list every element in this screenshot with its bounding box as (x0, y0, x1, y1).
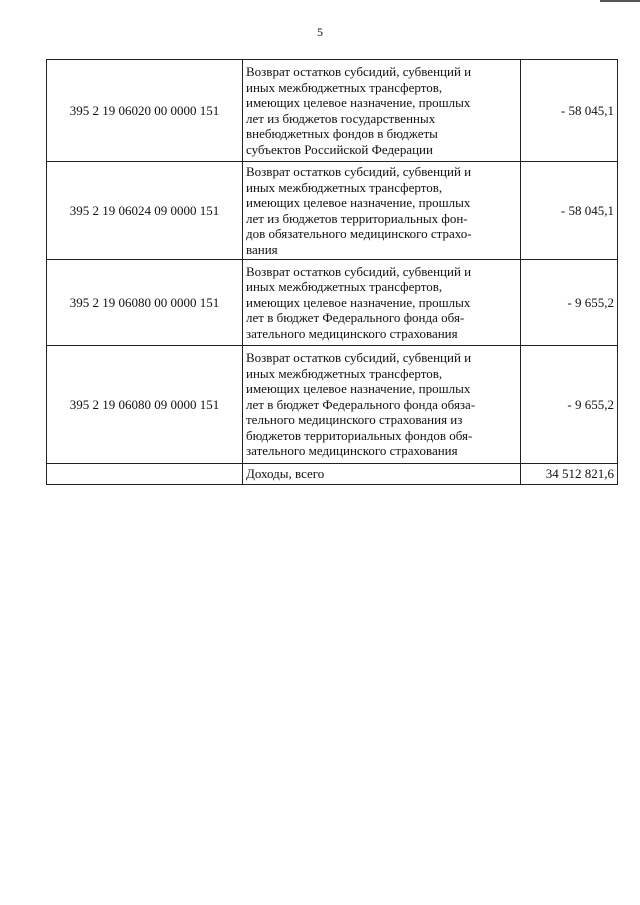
description-line: зательного медицинского страхования (246, 325, 458, 341)
description-line: имеющих целевое назначение, прошлых (246, 195, 471, 210)
description-line: имеющих целевое назначение, прошлых (246, 95, 471, 110)
description-line: иных межбюджетных трансфертов, (246, 279, 443, 295)
table-row (47, 60, 618, 162)
scan-corner-mark (600, 0, 640, 2)
description-line: Возврат остатков субсидий, субвенций и (246, 164, 472, 179)
description-line: иных межбюджетных трансфертов, (246, 179, 443, 195)
amount-cell: - 9 655,2 (521, 260, 618, 346)
description-line: Возврат остатков субсидий, субвенций и (246, 64, 472, 79)
table-row (47, 260, 618, 346)
description-line: зательного медицинского страхования (246, 443, 458, 459)
budget-code-cell: 395 2 19 06080 00 0000 151 (47, 260, 243, 346)
description-line: бюджетов территориальных фондов обя- (246, 427, 473, 443)
total-label: Доходы, всего (243, 464, 521, 485)
description-line: лет в бюджет Федерального фонда обя- (246, 310, 465, 326)
description-cell (243, 162, 521, 260)
description-cell (243, 346, 521, 464)
description-line: лет из бюджетов государственных (246, 110, 436, 126)
total-code-cell (47, 464, 243, 485)
description-line: имеющих целевое назначение, прошлых (246, 294, 471, 310)
description-line: внебюджетных фондов в бюджеты (246, 126, 438, 141)
description-cell (243, 260, 521, 346)
description-line: лет в бюджет Федерального фонда обяза- (246, 396, 476, 412)
table-row (47, 162, 618, 260)
budget-code-cell: 395 2 19 06024 09 0000 151 (47, 162, 243, 260)
description-line: иных межбюджетных трансфертов, (246, 365, 443, 381)
total-row (47, 464, 618, 485)
description-line: субъектов Российской Федерации (246, 141, 433, 157)
description-line: тельного медицинского страхования из (246, 412, 463, 428)
description-line: иных межбюджетных трансфертов, (246, 79, 443, 95)
description-line: дов обязательного медицинского страхо- (246, 226, 472, 241)
amount-cell: - 9 655,2 (521, 346, 618, 464)
amount-cell: - 58 045,1 (521, 60, 618, 162)
budget-code-cell: 395 2 19 06080 09 0000 151 (47, 346, 243, 464)
description-line: вания (246, 241, 278, 257)
description-line: лет из бюджетов территориальных фон- (246, 210, 468, 226)
description-line: Возврат остатков субсидий, субвенций и (246, 350, 472, 366)
description-cell (243, 60, 521, 162)
total-amount: 34 512 821,6 (521, 464, 618, 485)
budget-revenue-table (46, 59, 618, 485)
amount-cell: - 58 045,1 (521, 162, 618, 260)
table-row (47, 346, 618, 464)
budget-code-cell: 395 2 19 06020 00 0000 151 (47, 60, 243, 162)
description-line: имеющих целевое назначение, прошлых (246, 381, 471, 397)
page-number: 5 (317, 25, 323, 39)
description-line: Возврат остатков субсидий, субвенций и (246, 263, 472, 279)
